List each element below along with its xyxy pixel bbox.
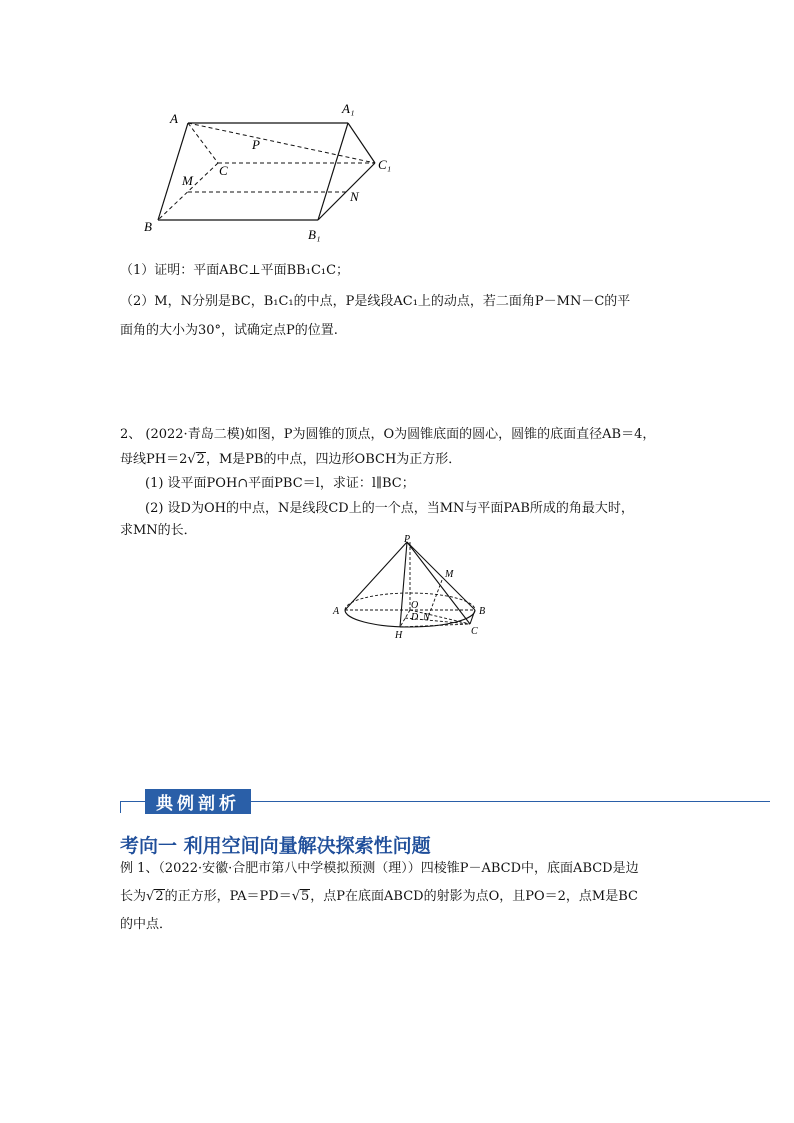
fig1-label-A: A (170, 111, 178, 126)
fig2-label-O: O (411, 600, 419, 611)
problem2-sub2b: 求MN的长． (120, 523, 197, 538)
fig2-label-N: N (423, 612, 430, 623)
sqrt-5: 5 (301, 889, 310, 904)
sqrt-2-b: 2 (155, 889, 164, 904)
fig2-label-C: C (471, 626, 478, 637)
fig2-label-M: M (445, 569, 454, 580)
example1-line2: 长为√2的正方形，PA＝PD＝√5，点P在底面ABCD的射影为点O，且PO＝2，点M是BC (120, 889, 638, 904)
problem1-part2a: （2）M，N分别是BC，B₁C₁的中点，P是线段AC₁上的动点，若二面角P－MN－C的平 (120, 294, 631, 309)
banner-rule (251, 801, 770, 802)
fig1-label-A1: A₁ (342, 101, 355, 116)
fig1-label-N: N (350, 189, 359, 204)
section-title: 考向一 利用空间向量解决探索性问题 (120, 835, 431, 857)
problem2-sub2: (2) 设D为OH的中点，N是线段CD上的一个点，当MN与平面PAB所成的角最大时， (145, 501, 634, 516)
problem1-part1: （1）证明：平面ABC⊥平面BB₁C₁C； (120, 263, 350, 278)
example1-line3: 的中点． (120, 917, 173, 932)
fig2-label-A: A (333, 606, 340, 617)
problem2-line2: 母线PH＝2√2，M是PB的中点，四边形OBCH为正方形． (120, 452, 462, 467)
fig1-label-P: P (252, 137, 260, 152)
fig2-label-D: D (411, 612, 419, 623)
fig2-label-B: B (479, 606, 486, 617)
prism-figure (130, 95, 410, 245)
problem2-sub1: (1) 设平面POH∩平面PBC＝l，求证：l∥BC； (145, 476, 415, 491)
fig1-label-M: M (182, 173, 193, 188)
fig1-label-C1: C₁ (378, 157, 392, 172)
banner-tab: 典例剖析 (145, 789, 251, 814)
example1-line1: 例 1、（2022·安徽·合肥市第八中学模拟预测（理））四棱锥P－ABCD中，底面ABCD是边 (120, 861, 639, 876)
sqrt-2: 2 (196, 452, 205, 467)
fig1-label-B: B (144, 219, 152, 234)
banner-left-rule (120, 801, 145, 802)
fig1-label-C: C (219, 163, 228, 178)
fig1-label-B1: B₁ (308, 227, 321, 242)
fig2-label-H: H (395, 630, 403, 641)
fig2-label-P: P (404, 534, 411, 545)
banner-left-tick (120, 801, 121, 813)
cone-figure (325, 532, 505, 647)
problem2-line1: 2、 (2022·青岛二模)如图，P为圆锥的顶点，O为圆锥底面的圆心，圆锥的底面直径AB＝4， (120, 427, 656, 442)
problem1-part2b: 面角的大小为30°，试确定点P的位置. (120, 323, 338, 338)
